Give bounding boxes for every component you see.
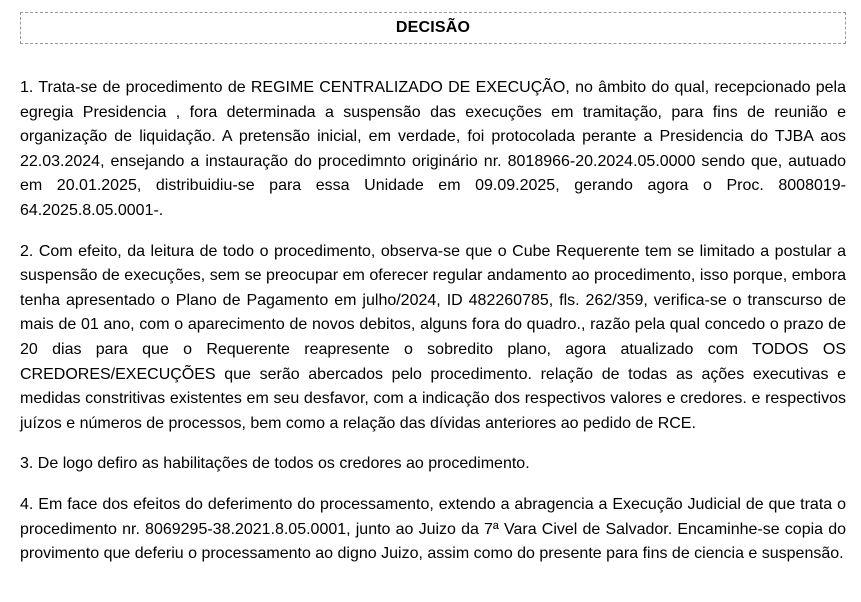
paragraph-3: 3. De logo defiro as habilitações de todos os credores ao procedimento.	[20, 455, 530, 473]
document-title: DECISÃO	[395, 19, 471, 36]
title-box	[20, 12, 846, 44]
document-body	[20, 76, 846, 583]
paragraph-4: 4. Em face dos efeitos do deferimento do processamento, extendo a abragencia a Execução Judicial de que trata o procedimento nr. 8069295-38.2021.8.05.0001, junto ao Juizo da 7ª Vara Civel de Salvador. Encaminhe-se copia do provimento que deferiu o processamento ao digno Juizo, assim como do presente para fins de ciencia e suspensão.	[20, 495, 846, 563]
paragraph-1: 1. Trata-se de procedimento de REGIME CENTRALIZADO DE EXECUÇÃO, no âmbito do qual, recepcionado pela egregia Presidencia , fora determinada a suspensão das execuções em tramitação, para fins de reunião e organização de liquidação. A pretensão inicial, em verdade, foi protocolada perante a Presidencia do TJBA aos 22.03.2024, ensejando a instauração do procedimnto originário nr. 8018966-20.2024.05.0000 sendo que, autuado em 20.01.2025, distribuidiu-se para essa Unidade em 09.09.2025, gerando agora o Proc. 8008019-64.2025.8.05.0001-.	[20, 79, 846, 219]
paragraph-2: 2. Com efeito, da leitura de todo o procedimento, observa-se que o Cube Requerente tem se limitado a postular a suspensão de execuções, sem se preocupar em oferecer regular andamento ao procedimento, isso porque, embora tenha apresentado o Plano de Pagamento em julho/2024, ID 482260785, fls. 262/359, verifica-se o transcurso de mais de 01 ano, com o aparecimento de novos debitos, alguns fora do quadro., razão pela qual concedo o prazo de 20 dias para que o Requerente reapresente o sobredito plano, agora atualizado com TODOS OS CREDORES/EXECUÇÕES que serão abercados pelo procedimento. relação de todas as ações executivas e medidas constritivas existentes em seu desfavor, com a indicação dos respectivos valores e credores. e respectivos juízos e números de processos, bem como a relação das dívidas anteriores ao pedido de RCE.	[20, 242, 846, 432]
